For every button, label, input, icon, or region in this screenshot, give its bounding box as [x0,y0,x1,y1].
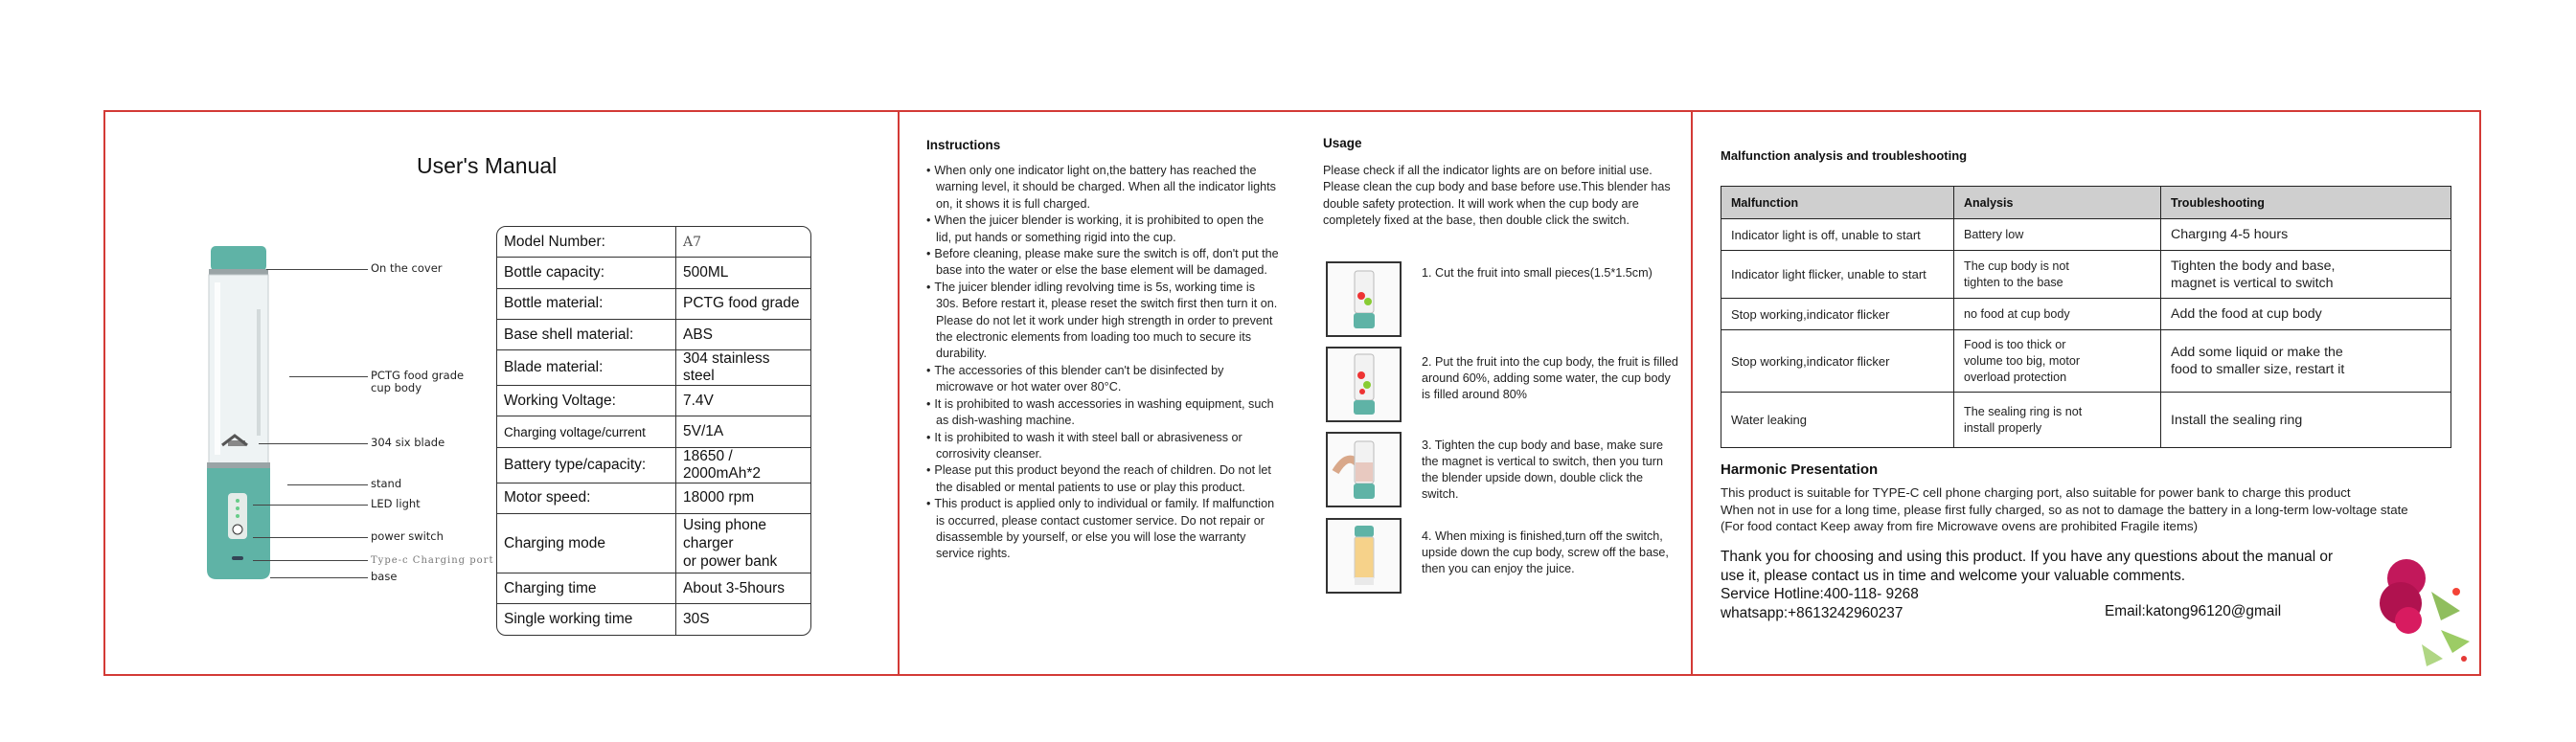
spec-row [497,227,810,258]
harmonic-line: When not in use for a long time, please first fully charged, so as not to damage the battery in a long-term low-voltage state [1721,502,2408,517]
step-4-text: 4. When mixing is finished,turn off the switch, upside down the cup body, screw off the base, then you can enjoy the juice. [1422,529,1669,575]
callout-cover: On the cover [371,261,443,275]
callout-port: Type-c Charging port [371,555,494,566]
spec-row [497,573,810,604]
spec-row [497,350,810,386]
thanks-line: Thank you for choosing and using this product. If you have any questions about the manual or [1721,549,2334,565]
usage-intro: Please check if all the indicator lights are on before initial use. Please clean the cup body and base before use.This blender has double safety protection. It will work when the cup body are completely fixed at the base, then double click the switch. [1323,164,1671,228]
table-row [1721,299,2451,330]
step-3-text: 3. Tighten the cup body and base, make sure the magnet is vertical to switch, then you turn the blender upside down, double click the switch. [1422,438,1664,501]
harmonic-line: This product is suitable for TYPE-C cell phone charging port, also suitable for power bank to charge this product [1721,485,2351,500]
table-row [1721,330,2451,393]
spec-row [497,483,810,513]
callout-line [253,537,368,538]
table-header-row [1721,187,2451,219]
service-hotline: Service Hotline:400-118- 9268 [1721,586,1919,602]
step-1-text: 1. Cut the fruit into small pieces(1.5*1.5cm) [1422,266,1653,280]
fix-cell: Tighten the body and base, magnet is vertical to switch [2161,251,2451,299]
spec-row [497,447,810,483]
step-1-image [1326,261,1402,337]
spec-value: 18650 / 2000mAh*2 [676,447,811,483]
harmonic-title: Harmonic Presentation [1721,461,1879,478]
whatsapp: whatsapp:+8613242960237 [1721,604,1904,621]
step-2-image [1326,347,1402,422]
spec-value: 304 stainless steel [676,350,811,386]
spec-table [496,226,811,636]
list-item: • It is prohibited to wash accessories in washing equipment, such as dish-washing machine. [926,396,1281,430]
step-4-image [1326,518,1402,594]
analysis-cell: no food at cup body [1954,299,2161,330]
callout-blade: 304 six blade [371,436,445,449]
callout-base: base [371,570,398,583]
troubleshooting-table [1721,186,2451,448]
analysis-cell: The cup body is not tighten to the base [1954,251,2161,299]
table-row [1721,251,2451,299]
col-header-analysis: Analysis [1954,187,2161,219]
spec-value: 18000 rpm [676,483,811,513]
list-item: • The juicer blender idling revolving time is 5s, working time is 30s. Before restart it, please reset the switch first then turn it on. Please do not let it work under high strength in order to prevent the electronic elements from loading too much to secure its durability. [926,280,1281,363]
spec-label: Blade material: [497,350,676,386]
spec-label: Bottle capacity: [497,258,676,288]
blender-illustration [201,244,316,584]
fix-cell: Add some liquid or make the food to smaller size, restart it [2161,330,2451,393]
col-header-malfunction: Malfunction [1721,187,1954,219]
step-2-text: 2. Put the fruit into the cup body, the fruit is filled around 60%, adding some water, the cup body is filled around 80% [1422,355,1678,401]
spec-value: 500ML [676,258,811,288]
fruit-decoration [2374,553,2479,675]
harmonic-line: (For food contact Keep away from fire Microwave ovens are prohibited Fragile items) [1721,519,2199,534]
thanks-line: use it, please contact us in time and welcome your valuable comments. [1721,567,2186,584]
analysis-cell: Battery low [1954,219,2161,251]
spec-row [497,416,810,447]
spec-row [497,604,810,635]
email: Email:katong96120@gmail [2105,603,2282,619]
spec-value: 7.4V [676,386,811,416]
table-row [1721,219,2451,251]
spec-label: Single working time [497,604,676,635]
spec-label: Charging time [497,573,676,604]
callout-line [253,560,368,561]
fix-cell: Chargıng 4-5 hours [2161,219,2451,251]
malfunction-cell: Stop working,indicator flicker [1721,330,1954,393]
spec-value: A7 [676,227,811,258]
malfunction-cell: Indicator light flicker, unable to start [1721,251,1954,299]
spec-value: Using phone charger or power bank [676,514,811,573]
callout-body: PCTG food grade cup body [371,369,465,394]
callout-line [253,505,368,506]
panel-divider-2 [1691,110,1693,676]
analysis-cell: The sealing ring is not install properly [1954,393,2161,448]
harmonic-body [1721,484,2487,535]
troubleshooting-title: Malfunction analysis and troubleshooting [1721,148,1968,163]
table-row [1721,393,2451,448]
spec-label: Motor speed: [497,483,676,513]
usage-title: Usage [1323,136,1362,150]
spec-label: Working Voltage: [497,386,676,416]
callout-power: power switch [371,529,444,543]
spec-row [497,514,810,573]
spec-value: 30S [676,604,811,635]
callout-line [289,376,368,377]
instructions-list [926,163,1281,563]
spec-label: Charging voltage/current [497,416,676,447]
list-item: • It is prohibited to wash it with steel ball or abrasiveness or corrosivity cleanser. [926,430,1281,463]
spec-label: Charging mode [497,514,676,573]
list-item: • The accessories of this blender can't be disinfected by microwave or hot water over 80°C. [926,363,1281,396]
callout-line [259,443,368,444]
spec-value: About 3-5hours [676,573,811,604]
callout-line [287,484,368,485]
callout-stand: stand [371,477,402,490]
list-item: • When the juicer blender is working, it is prohibited to open the lid, put hands or something rigid into the cup. [926,213,1281,246]
spec-value: PCTG food grade [676,288,811,319]
col-header-troubleshooting: Troubleshooting [2161,187,2451,219]
fix-cell: Install the sealing ring [2161,393,2451,448]
spec-row [497,258,810,288]
page-title: User's Manual [417,153,558,178]
spec-value: ABS [676,319,811,349]
analysis-cell: Food is too thick or volume too big, motor overload protection [1954,330,2161,393]
fix-cell: Add the food at cup body [2161,299,2451,330]
step-3-image [1326,432,1402,507]
instructions-title: Instructions [926,138,1001,152]
callout-line [270,577,368,578]
callout-line [266,269,368,270]
spec-label: Bottle material: [497,288,676,319]
contact-block [1721,548,2410,622]
list-item: • Please put this product beyond the reach of children. Do not let the disabled or mental patients to use or play this product. [926,462,1281,496]
spec-value: 5V/1A [676,416,811,447]
list-item: • This product is applied only to individual or family. If malfunction is occurred, please contact customer service. Do not repair or disassemble by yourself, or else you will lose the warranty service rights. [926,496,1281,563]
spec-label: Model Number: [497,227,676,258]
spec-label: Battery type/capacity: [497,447,676,483]
spec-label: Base shell material: [497,319,676,349]
spec-row [497,319,810,349]
spec-row [497,288,810,319]
malfunction-cell: Indicator light is off, unable to start [1721,219,1954,251]
list-item: • Before cleaning, please make sure the switch is off, don't put the base into the water or else the base element will be damaged. [926,246,1281,280]
panel-divider-1 [898,110,900,676]
malfunction-cell: Stop working,indicator flicker [1721,299,1954,330]
list-item: • When only one indicator light on,the battery has reached the warning level, it should be charged. When all the indicator lights on, it shows it is full charged. [926,163,1281,213]
malfunction-cell: Water leaking [1721,393,1954,448]
spec-row [497,386,810,416]
callout-led: LED light [371,497,421,510]
